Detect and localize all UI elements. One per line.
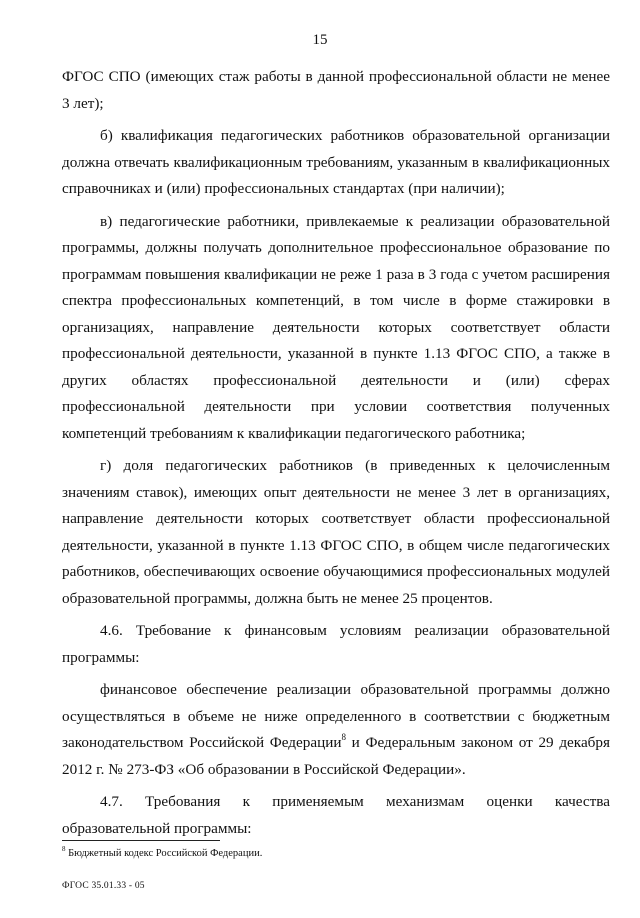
paragraph-g: г) доля педагогических работников (в приведенных к целочисленным значениям ставок), имеющих опыт деятельности не менее 3 лет в организациях, направление деятельности которых соответствует области профессиональной деятельности, указанной в пункте 1.13 ФГОС СПО, в общем числе педагогических работников, обеспечивающих освоение обучающимися профессиональных модулей образовательной программы, должна быть не менее 25 процентов.: [62, 457, 610, 607]
footnote-marker: 8: [62, 844, 66, 853]
page-number: 15: [312, 32, 328, 48]
section-4-7-heading: 4.7. Требования к применяемым механизмам оценки качества образовательной программы:: [62, 793, 610, 837]
paragraph-financing-text-1: финансовое обеспечение реализации образовательной программы должно осуществляться в объеме не ниже определенного в соответствии с бюджетным законодательством Российской Федерации: [62, 681, 610, 751]
footnote-reference: 8: [341, 731, 346, 742]
paragraph-b: б) квалификация педагогических работников образовательной организации должна отвечать квалификационным требованиям, указанным в квалификационных справочниках и (или) профессиональных стандартах (при наличии);: [62, 127, 610, 197]
footnote-text: Бюджетный кодекс Российской Федерации.: [65, 848, 263, 859]
paragraph-continuation: ФГОС СПО (имеющих стаж работы в данной профессиональной области не менее 3 лет);: [62, 68, 610, 112]
paragraph-financing-text-2: и Федеральным законом от 29 декабря 2012 г. № 273-ФЗ «Об образовании в Российской Федерации».: [62, 734, 610, 778]
paragraph-v: в) педагогические работники, привлекаемые к реализации образовательной программы, должны получать дополнительное профессиональное образование по программам повышения квалификации не реже 1 раза в 3 года с учетом расширения спектра профессиональных компетенций, в том числе в форме стажировки в организациях, направление деятельности которых соответствует области профессиональной деятельности, указанной в пункте 1.13 ФГОС СПО, а также в других областях профессиональной деятельности и (или) сферах профессиональной деятельности при условии соответствия полученных компетенций требованиям к квалификации педагогического работника;: [62, 212, 610, 442]
document-code: ФГОС 35.01.33 - 05: [62, 881, 145, 891]
footnote-separator: [62, 840, 220, 841]
body-text: [62, 64, 610, 842]
section-4-6-heading: 4.6. Требование к финансовым условиям реализации образовательной программы:: [62, 622, 610, 666]
paragraph-financing: [62, 677, 610, 783]
footnote: [62, 844, 602, 861]
